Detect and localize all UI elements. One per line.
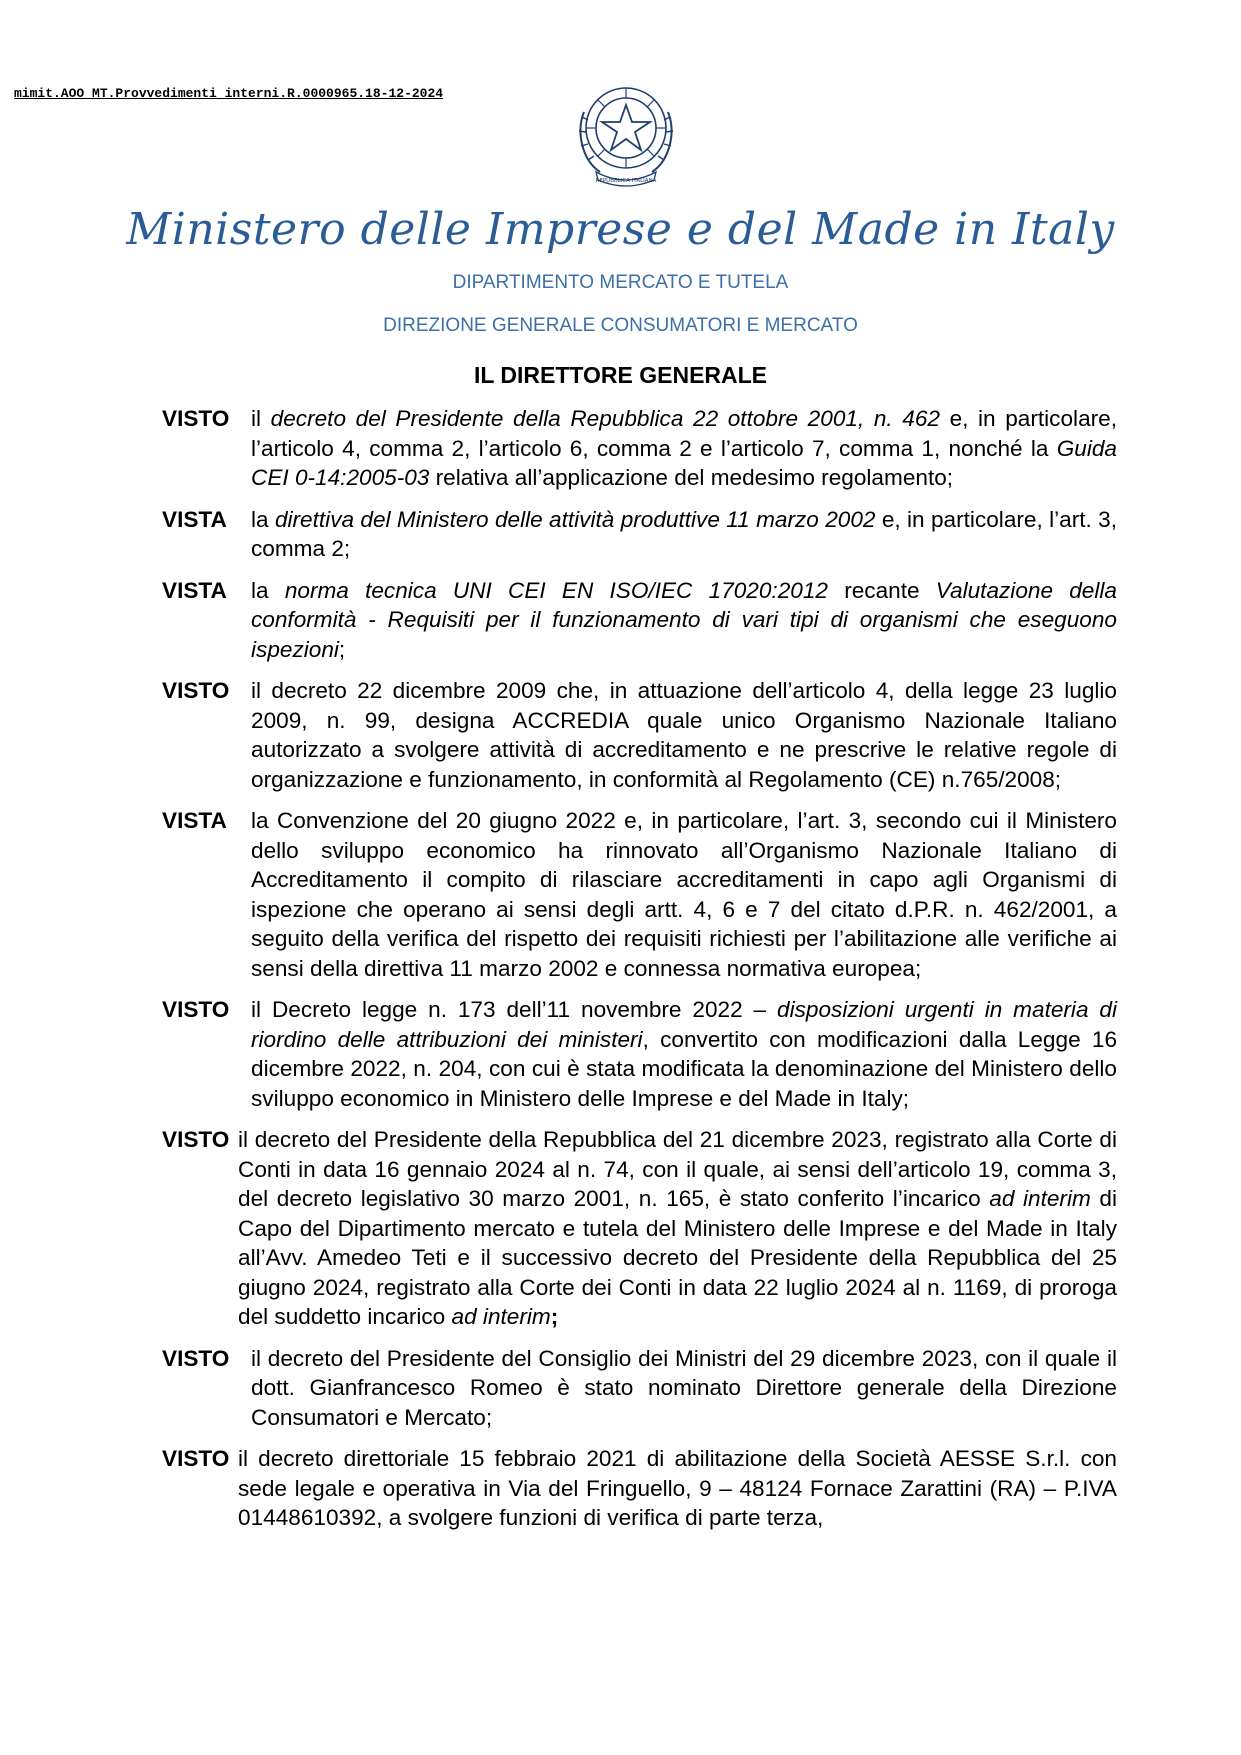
recital-text: il decreto del Presidente del Consiglio dei Ministri del 29 dicembre 2023, con il quale il dott. Gianfrancesco Romeo è stato nominato Direttore generale della Direzione Consumatori e Mercato;: [251, 1345, 1117, 1430]
recital-text: la Convenzione del 20 giugno 2022 e, in particolare, l’art. 3, secondo cui il Ministero dello sviluppo economico ha rinnovato all’Organismo Nazionale Italiano di Accreditamento il compito di rilasciare accreditamenti in capo agli Organismi di ispezione che operano ai sensi degli artt. 4, 6 e 7 del citato d.P.R. n. 462/2001, a seguito della verifica del rispetto dei requisiti richiesti per l’abilitazione alle verifiche ai sensi della direttiva 11 marzo 2002 e connessa normativa europea;: [251, 808, 1117, 981]
recital-keyword: VISTO: [162, 997, 230, 1022]
recital-clause: [162, 995, 1117, 1113]
cited-title: Valutazione della conformità - Requisiti per il funzionamento di vari tipi di organismi che eseguono ispezioni: [251, 577, 1117, 662]
recital-keyword: VISTA: [162, 577, 227, 603]
recital-keyword: VISTO: [162, 1345, 230, 1371]
recital-text: il Decreto legge n. 173 dell’11 novembre 2022 –: [251, 997, 778, 1022]
cited-title: ad interim: [451, 1304, 551, 1329]
recital-text: la: [251, 577, 285, 603]
recital-text: il decreto del Presidente della Repubblica del 21 dicembre 2023, registrato alla Corte di Conti in data 16 gennaio 2024 al n. 74, con il quale, ai sensi dell’articolo 19, comma 3, del decreto legislativo 30 marzo 2001, n. 165, è stato conferito l’incarico: [238, 1127, 1117, 1211]
document-title: IL DIRETTORE GENERALE: [473, 362, 768, 388]
cited-title: norma tecnica UNI CEI EN ISO/IEC 17020:2012: [284, 577, 828, 603]
recital-text: la: [251, 506, 275, 532]
recital-text: il: [251, 406, 271, 431]
recital-text: recante: [827, 577, 936, 603]
recital-text: ;: [338, 636, 346, 662]
recital-text: , convertito con modificazioni dalla Legge 16 dicembre 2022, n. 204, con cui è stata modificata la denominazione del Ministero dello sviluppo economico in Ministero delle Imprese e del Made in Italy;: [251, 1026, 1118, 1111]
recital-clause: [162, 1125, 1117, 1332]
recital-clause: [162, 1344, 1117, 1433]
department-name: DIPARTIMENTO MERCATO E TUTELA: [452, 272, 789, 293]
recital-clause: [162, 806, 1117, 983]
recital-keyword: VISTO: [162, 678, 230, 703]
recital-keyword: VISTO: [162, 1127, 230, 1152]
recital-keyword: VISTA: [162, 808, 227, 833]
recital-keyword: VISTA: [162, 506, 227, 532]
svg-text:REPUBBLICA ITALIANA: REPUBBLICA ITALIANA: [595, 178, 657, 184]
cited-title: direttiva del Ministero delle attività produttive 11 marzo 2002: [274, 506, 876, 532]
recital-clause: [162, 676, 1117, 794]
recital-text: ;: [550, 1304, 559, 1329]
protocol-number: mimit.AOO_MT.Provvedimenti interni.R.0000965.18-12-2024: [14, 86, 444, 101]
repubblica-italiana-emblem: [570, 72, 682, 190]
cited-title: ad interim: [989, 1186, 1091, 1211]
clauses-list: [162, 404, 1117, 1545]
recital-keyword: VISTO: [162, 1446, 230, 1471]
recital-text: e, in particolare, l’art. 3, comma 2;: [251, 506, 1117, 561]
recital-text: relativa all’applicazione del medesimo regolamento;: [429, 465, 954, 490]
recital-clause: [162, 576, 1117, 665]
recital-text: il decreto 22 dicembre 2009 che, in attuazione dell’articolo 4, della legge 23 luglio 2009, n. 99, designa ACCREDIA quale unico Organismo Nazionale Italiano autorizzato a svolgere attività di accreditamento e ne prescrive le relative regole di organizzazione e funzionamento, in conformità al Regolamento (CE) n.765/2008;: [251, 678, 1117, 792]
recital-keyword: VISTO: [162, 406, 230, 431]
recital-clause: [162, 505, 1117, 564]
ministry-name: Ministero delle Imprese e del Made in Italy: [126, 204, 1115, 255]
recital-text: il decreto direttoriale 15 febbraio 2021 di abilitazione della Società AESSE S.r.l. con sede legale e operativa in Via del Fringuello, 9 – 48124 Fornace Zarattini (RA) – P.IVA 01448610392, a svolgere funzioni di verifica di parte terza,: [238, 1446, 1117, 1530]
recital-text: e, in particolare, l’articolo 4, comma 2, l’articolo 6, comma 2 e l’articolo 7, comma 1, nonché la: [251, 406, 1117, 461]
recital-text: di Capo del Dipartimento mercato e tutela del Ministero delle Imprese e del Made in Italy all’Avv. Amedeo Teti e il successivo decreto del Presidente della Repubblica del 25 giugno 2024, registrato alla Corte dei Conti in data 22 luglio 2024 al n. 1169, di proroga del suddetto incarico: [238, 1186, 1117, 1329]
cited-title: disposizioni urgenti in materia di riordino delle attribuzioni dei ministeri: [251, 997, 1117, 1052]
directorate-name: DIREZIONE GENERALE CONSUMATORI E MERCATO: [383, 315, 858, 336]
recital-clause: [162, 1444, 1117, 1533]
cited-title: decreto del Presidente della Repubblica 22 ottobre 2001, n. 462: [270, 406, 940, 431]
cited-title: Guida CEI 0-14:2005-03: [251, 435, 1117, 490]
recital-clause: [162, 404, 1117, 493]
